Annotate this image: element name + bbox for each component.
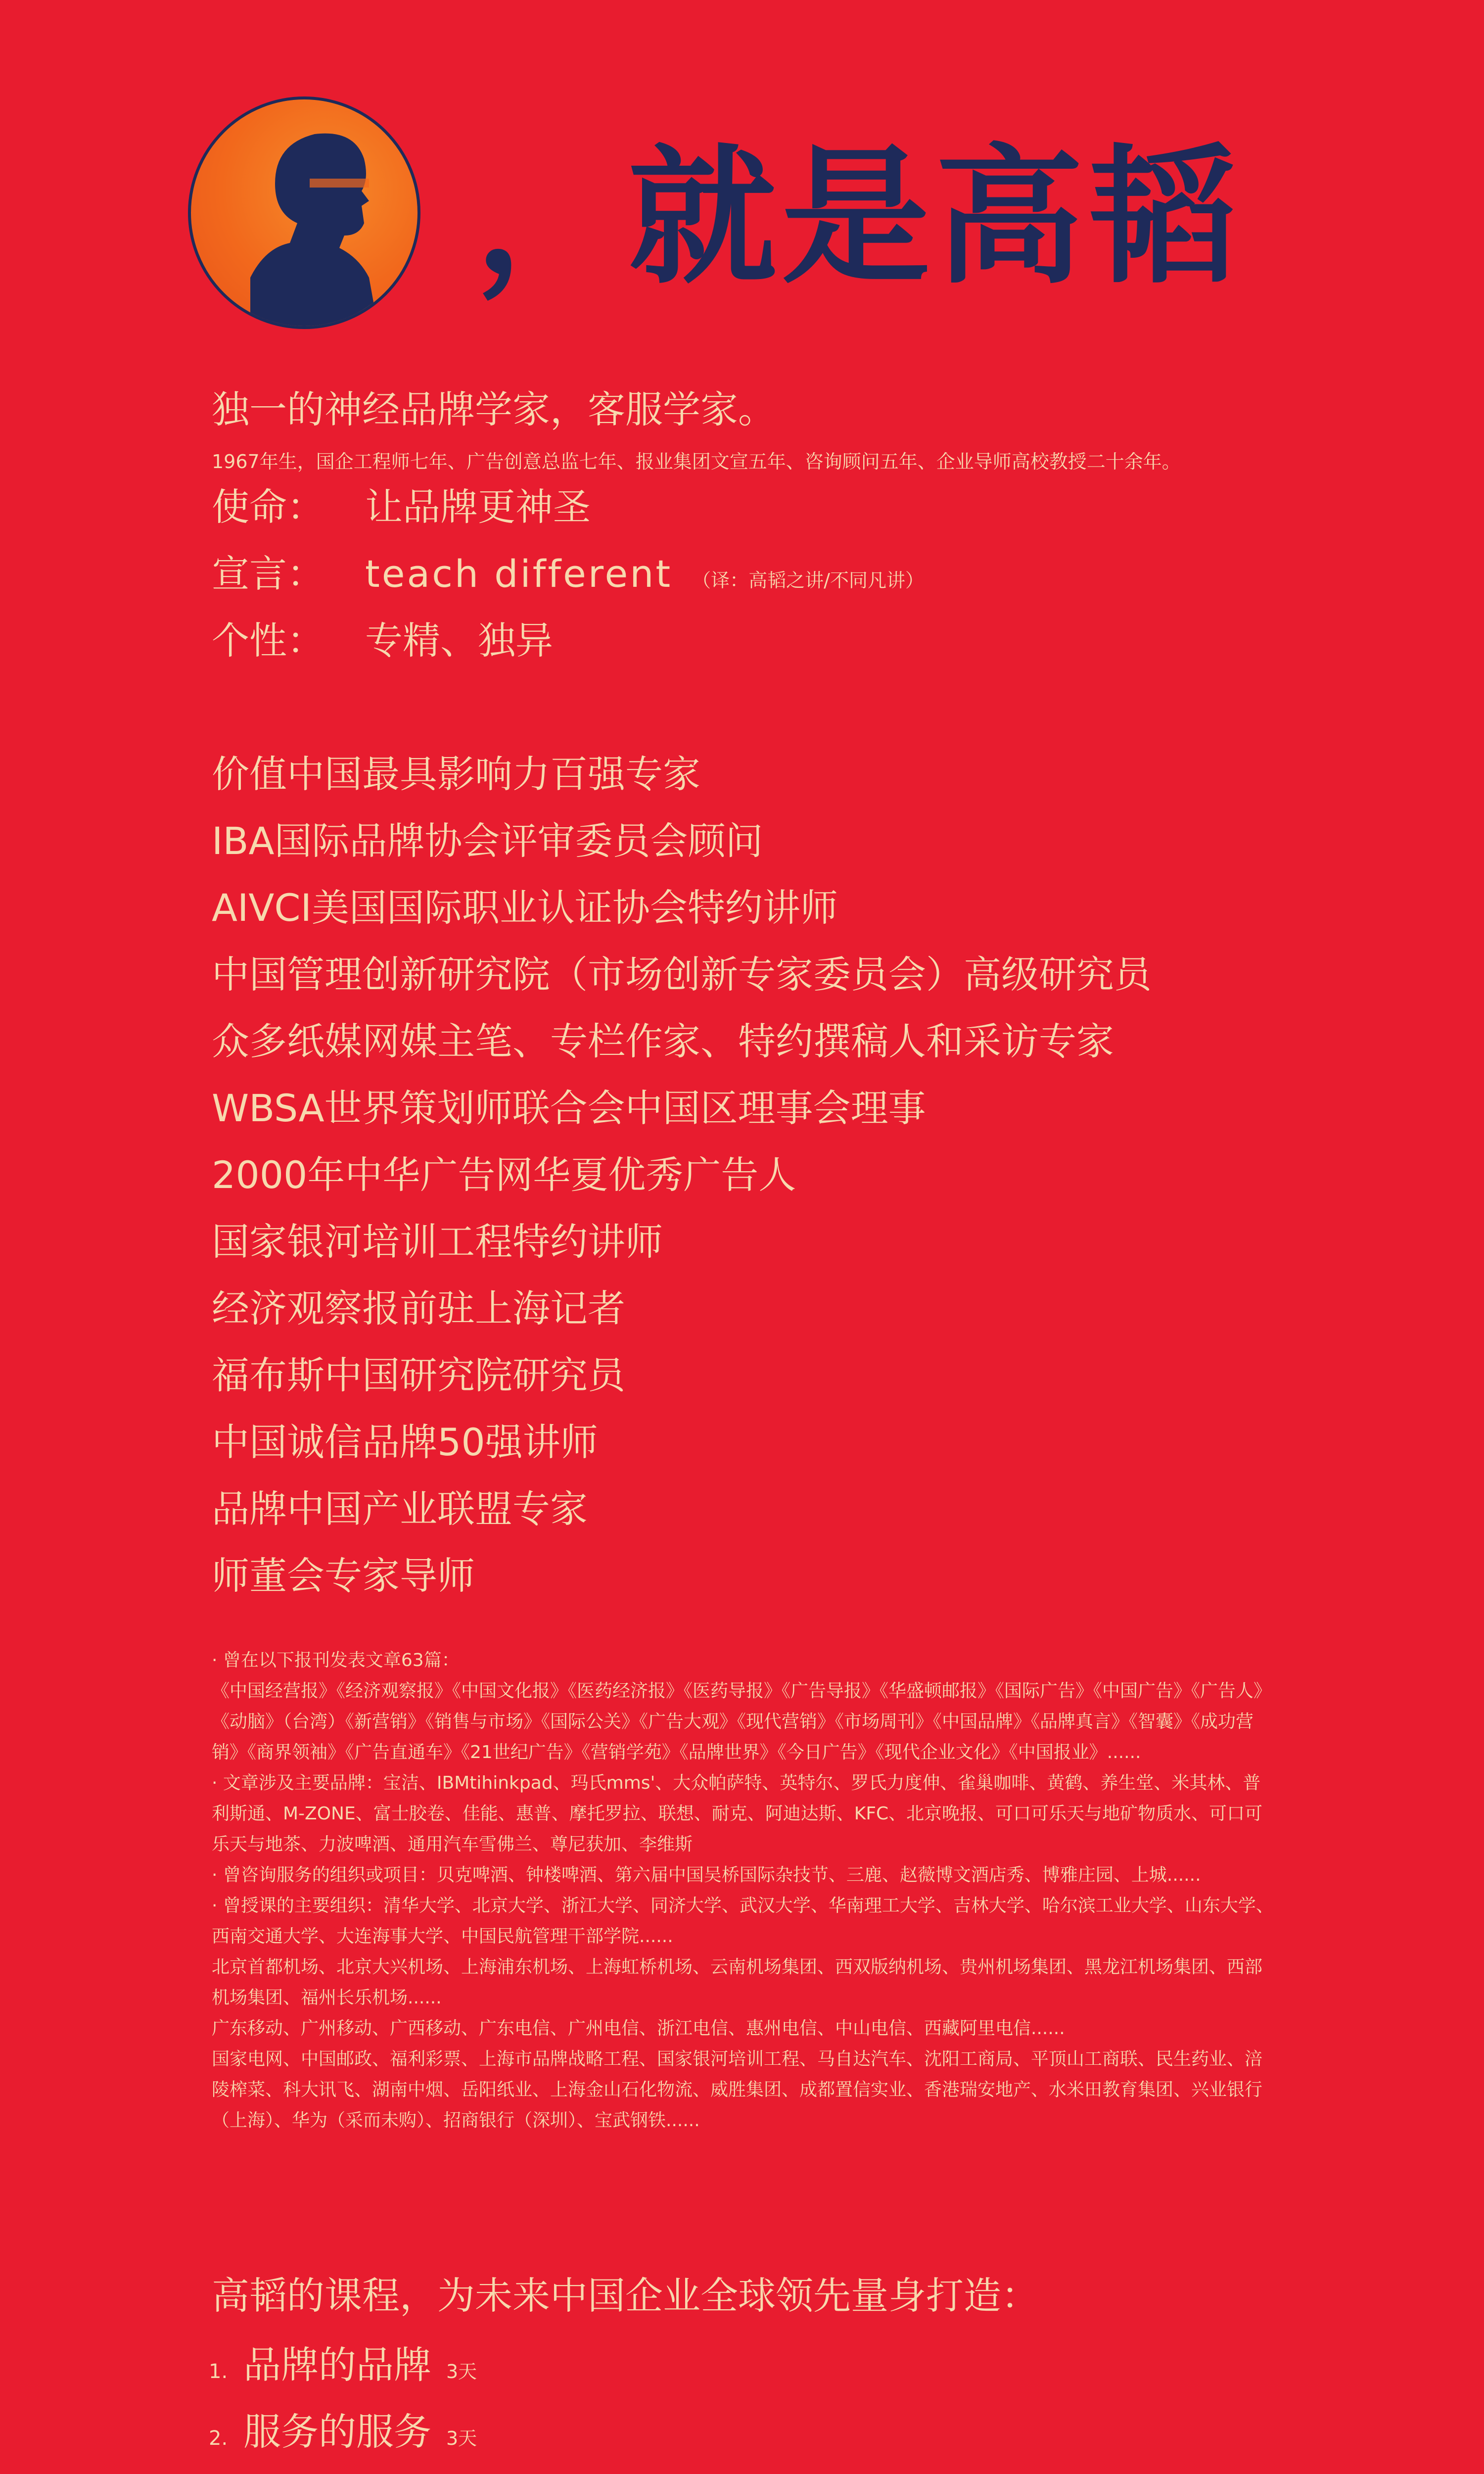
bio-summary: 独一的神经品牌学家，客服学家。 — [212, 387, 776, 431]
fine-print-paragraph: · 文章涉及主要品牌：宝洁、IBMtihinkpad、玛氏mms'、大众帕萨特、英特尔、罗氏力度伸、雀巢咖啡、黄鹤、养生堂、米其林、普利斯通、M-ZONE、富士胶卷、佳能、惠普、摩托罗拉、联想、耐克、阿迪达斯、KFC、北京晚报、可口可乐天与地矿物质水、可口可乐天与地茶、力波啤酒、通用汽车雪佛兰、尊尼获加、李维斯 — [212, 1773, 1263, 1855]
title-item: WBSA世界策划师联合会中国区理事会理事 — [212, 1086, 926, 1130]
title-item: 众多纸媒网媒主笔、专栏作家、特约撰稿人和采访专家 — [212, 1019, 1114, 1063]
fine-print-paragraph: 广东移动、广州移动、广西移动、广东电信、广州电信、浙江电信、惠州电信、中山电信、西藏阿里电信...... — [212, 2018, 1065, 2039]
manifesto-note: （译：高韬之讲/不同凡讲） — [692, 570, 924, 591]
course-duration: 3天 — [446, 2361, 477, 2382]
course-duration: 3天 — [446, 2427, 477, 2449]
portrait-silhouette-icon — [191, 99, 420, 329]
title-item: 2000年中华广告网华夏优秀广告人 — [212, 1153, 796, 1197]
title-item: 福布斯中国研究院研究员 — [212, 1353, 625, 1397]
title-item: 师董会专家导师 — [212, 1554, 475, 1598]
title-item: IBA国际品牌协会评审委员会顾问 — [212, 819, 763, 863]
title-item: 价值中国最具影响力百强专家 — [212, 752, 700, 796]
course-item — [209, 2407, 477, 2463]
course-name: 品牌的品牌 — [243, 2343, 431, 2387]
personality-row — [212, 616, 553, 666]
courses-heading: 高韬的课程，为未来中国企业全球领先量身打造： — [212, 2274, 1039, 2318]
page-headline: ，就是高韬 — [475, 131, 1242, 304]
course-item — [209, 2340, 477, 2396]
title-item: 国家银河培训工程特约讲师 — [212, 1220, 663, 1264]
mission-row — [212, 482, 591, 532]
course-name: 服务的服务 — [243, 2410, 431, 2454]
bio-detail: 1967年生，国企工程师七年、广告创意总监七年、报业集团文宣五年、咨询顾问五年、企业导师高校教授二十余年。 — [212, 451, 1181, 473]
fine-print-paragraph: · 曾咨询服务的组织或项目：贝克啤酒、钟楼啤酒、第六届中国吴桥国际杂技节、三鹿、赵薇博文酒店秀、博雅庄园、上城...... — [212, 1865, 1201, 1885]
fine-print-paragraph: · 曾在以下报刊发表文章63篇： — [212, 1650, 460, 1670]
fine-print-paragraph: 国家电网、中国邮政、福利彩票、上海市品牌战略工程、国家银河培训工程、马自达汽车、沈阳工商局、平顶山工商联、民生药业、涪陵榨菜、科大讯飞、湖南中烟、岳阳纸业、上海金山石化物流、威胜集团、成都置信实业、香港瑞安地产、水米田教育集团、兴业银行（上海）、华为（采而未购）、招商银行（深圳）、宝武钢铁...... — [212, 2049, 1263, 2131]
title-item: AIVCI美国国际职业认证协会特约讲师 — [212, 886, 838, 930]
mission-value: 让品牌更神圣 — [365, 485, 591, 529]
manifesto-value: teach different — [365, 552, 673, 596]
mission-label: 使命： — [212, 485, 325, 529]
personality-value: 专精、独异 — [365, 618, 553, 663]
manifesto-label: 宣言： — [212, 552, 325, 596]
personality-label: 个性： — [212, 618, 325, 663]
title-item: 品牌中国产业联盟专家 — [212, 1487, 588, 1531]
title-item: 中国管理创新研究院（市场创新专家委员会）高级研究员 — [212, 952, 1152, 997]
title-item: 经济观察报前驻上海记者 — [212, 1286, 625, 1331]
title-item: 中国诚信品牌50强讲师 — [212, 1420, 598, 1464]
fine-print-paragraph: · 曾授课的主要组织：清华大学、北京大学、浙江大学、同济大学、武汉大学、华南理工大学、吉林大学、哈尔滨工业大学、山东大学、西南交通大学、大连海事大学、中国民航管理干部学院...... — [212, 1896, 1274, 1947]
fine-print-paragraph: 《中国经营报》《经济观察报》《中国文化报》《医药经济报》《医药导报》《广告导报》《华盛顿邮报》《国际广告》《中国广告》《广告人》《动脑》（台湾）《新营销》《销售与市场》《国际公关》《广告大观》《现代营销》《市场周刊》《中国品牌》《品牌真言》《智囊》《成功营销》《商界领袖》《广告直通车》《21世纪广告》《营销学苑》《品牌世界》《今日广告》《现代企业文化》《中国报业》...... — [212, 1681, 1272, 1762]
course-number: 2. — [209, 2427, 228, 2450]
manifesto-row — [212, 549, 924, 605]
fine-print-paragraph: 北京首都机场、北京大兴机场、上海浦东机场、上海虹桥机场、云南机场集团、西双版纳机场、贵州机场集团、黑龙江机场集团、西部机场集团、福州长乐机场...... — [212, 1957, 1263, 2008]
publication-and-client-list — [212, 1645, 1275, 2136]
portrait-avatar — [188, 96, 420, 329]
course-number: 1. — [209, 2360, 228, 2383]
